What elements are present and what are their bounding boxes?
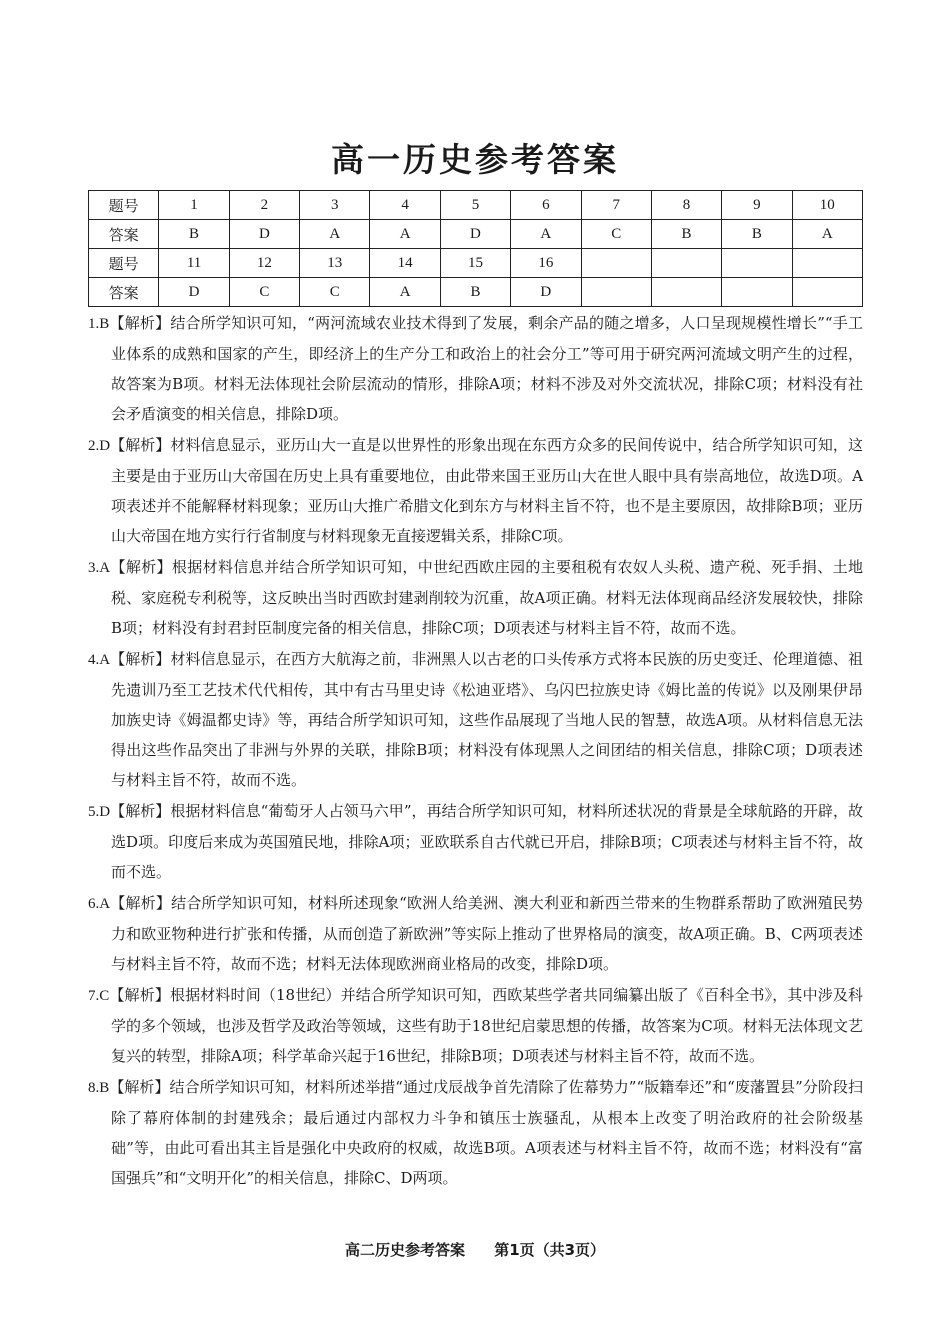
question-number-cell: 2 (229, 191, 299, 220)
answer-cell: C (581, 220, 651, 249)
answer-cell: A (792, 220, 862, 249)
answer-cell: B (722, 220, 792, 249)
item-explanation-text: 【解析】结合所学知识可知，材料所述举措“通过戊辰战争首先清除了佐幕势力”“版籍奉还”和“废藩置县”分阶段扫除了幕府体制的封建残余；最后通过内部权力斗争和镇压士族骚乱，从根本上改变了明治政府的社会阶级基础”等，由此可看出其主旨是强化中央政府的权威，故选B项。A项表述与材料主旨不符，故而不选；材料没有“富国强兵”和“文明开化”的相关信息，排除C、D两项。 (109, 1078, 863, 1187)
item-answer-label: 5.D (88, 804, 111, 820)
answer-cell: A (300, 220, 370, 249)
row-label: 答案 (89, 220, 159, 249)
question-number-cell: 9 (722, 191, 792, 220)
question-number-cell: 7 (581, 191, 651, 220)
item-explanation-text: 【解析】材料信息显示，在西方大航海之前，非洲黑人以古老的口头传承方式将本民族的历史变迁、伦理道德、祖先遗训乃至工艺技术代代相传，其中有古马里史诗《松迪亚塔》、乌闪巴拉族史诗《姆比盖的传说》以及刚果伊昂加族史诗《姆温都史诗》等，再结合所学知识可知，这些作品展现了当地人民的智慧，故选A项。从材料信息无法得出这些作品突出了非洲与外界的关联，排除B项；材料没有体现黑人之间团结的相关信息，排除C项；D项表述与材料主旨不符，故而不选。 (110, 650, 863, 789)
answer-cell: B (159, 220, 229, 249)
item-explanation-text: 【解析】根据材料时间（18世纪）并结合所学知识可知，西欧某些学者共同编纂出版了《百科全书》，其中涉及科学的多个领域，也涉及哲学及政治等领域，这些有助于18世纪启蒙思想的传播，故答案为C项。材料无法体现文艺复兴的转型，排除A项；科学革命兴起于16世纪，排除B项；D项表述与材料主旨不符，故而不选。 (109, 986, 863, 1065)
table-row (89, 191, 863, 220)
question-number-cell: 4 (370, 191, 440, 220)
answer-cell (792, 278, 862, 307)
explanation-item (88, 308, 863, 429)
question-number-cell: 13 (300, 249, 370, 278)
question-number-cell: 16 (511, 249, 581, 278)
question-number-cell (651, 249, 721, 278)
footer-subject: 高二历史参考答案 (344, 1241, 465, 1259)
question-number-cell: 5 (440, 191, 510, 220)
row-label: 题号 (89, 191, 159, 220)
question-number-cell: 6 (511, 191, 581, 220)
item-answer-label: 6.A (88, 896, 111, 912)
explanation-item (88, 644, 863, 795)
question-number-cell: 14 (370, 249, 440, 278)
question-number-cell (722, 249, 792, 278)
table-row (89, 278, 863, 307)
explanation-item (88, 430, 863, 551)
question-number-cell: 12 (229, 249, 299, 278)
answer-cell: B (440, 278, 510, 307)
explanation-list (88, 308, 863, 1194)
table-row (89, 249, 863, 278)
explanation-item (88, 980, 863, 1071)
explanation-item (88, 1072, 863, 1193)
question-number-cell: 1 (159, 191, 229, 220)
answer-cell: A (370, 220, 440, 249)
answer-cell (581, 278, 651, 307)
answer-cell: A (511, 220, 581, 249)
answer-cell: D (440, 220, 510, 249)
item-answer-label: 1.B (88, 316, 110, 332)
item-answer-label: 7.C (88, 988, 110, 1004)
item-explanation-text: 【解析】根据材料信息并结合所学知识可知，中世纪西欧庄园的主要租税有农奴人头税、遗产税、死手捐、土地税、家庭税专利税等，这反映出当时西欧封建剥削较为沉重，故A项正确。材料无法体现商品经济发展较快，排除B项；材料没有封君封臣制度完备的相关信息，排除C项；D项表述与材料主旨不符，故而不选。 (110, 558, 863, 637)
explanation-item (88, 888, 863, 979)
item-explanation-text: 【解析】结合所学知识可知，“两河流域农业技术得到了发展，剩余产品的随之增多，人口呈现规模性增长”“手工业体系的成熟和国家的产生，即经济上的生产分工和政治上的社会分工”等可用于研究两河流域文明产生的过程，故答案为B项。材料无法体现社会阶层流动的情形，排除A项；材料不涉及对外交流状况，排除C项；材料没有社会矛盾演变的相关信息，排除D项。 (109, 314, 863, 423)
item-answer-label: 2.D (88, 438, 111, 454)
question-number-cell (792, 249, 862, 278)
question-number-cell: 15 (440, 249, 510, 278)
answer-cell (722, 278, 792, 307)
question-number-cell: 11 (159, 249, 229, 278)
table-row (89, 220, 863, 249)
item-explanation-text: 【解析】根据材料信息“葡萄牙人占领马六甲”，再结合所学知识可知，材料所述状况的背景是全球航路的开辟，故选D项。印度后来成为英国殖民地，排除A项；亚欧联系自古代就已开启，排除B项；C项表述与材料主旨不符，故而不选。 (110, 802, 863, 881)
page-title: 高一历史参考答案 (331, 140, 619, 179)
answer-cell: D (229, 220, 299, 249)
row-label: 题号 (89, 249, 159, 278)
item-answer-label: 8.B (88, 1080, 110, 1096)
item-answer-label: 4.A (88, 652, 111, 668)
answer-cell: C (229, 278, 299, 307)
question-number-cell: 3 (300, 191, 370, 220)
question-number-cell: 8 (651, 191, 721, 220)
item-explanation-text: 【解析】结合所学知识可知，材料所述现象“欧洲人给美洲、澳大利亚和新西兰带来的生物群系帮助了欧洲殖民势力和欧亚物种进行扩张和传播，从而创造了新欧洲”等实际上推动了世界格局的演变，故A项正确。B、C两项表述与材料主旨不符，故而不选；材料无法体现欧洲商业格局的改变，排除D项。 (110, 894, 863, 973)
footer-page-number: 第1页（共3页） (494, 1241, 606, 1259)
answer-cell: D (511, 278, 581, 307)
row-label: 答案 (89, 278, 159, 307)
answer-cell (651, 278, 721, 307)
question-number-cell (581, 249, 651, 278)
question-number-cell: 10 (792, 191, 862, 220)
explanation-item (88, 796, 863, 887)
item-answer-label: 3.A (88, 560, 111, 576)
answer-cell: B (651, 220, 721, 249)
item-explanation-text: 【解析】材料信息显示，亚历山大一直是以世界性的形象出现在东西方众多的民间传说中，结合所学知识可知，这主要是由于亚历山大帝国在历史上具有重要地位，由此带来国王亚历山大在世人眼中具有崇高地位，故选D项。A项表述并不能解释材料现象；亚历山大推广希腊文化到东方与材料主旨不符，也不是主要原因，故排除B项；亚历山大帝国在地方实行行省制度与材料现象无直接逻辑关系，排除C项。 (110, 436, 863, 545)
explanation-item (88, 552, 863, 643)
answer-cell: D (159, 278, 229, 307)
answer-cell: A (370, 278, 440, 307)
answer-cell: C (300, 278, 370, 307)
answer-table (88, 190, 863, 307)
page-footer (0, 1239, 950, 1260)
